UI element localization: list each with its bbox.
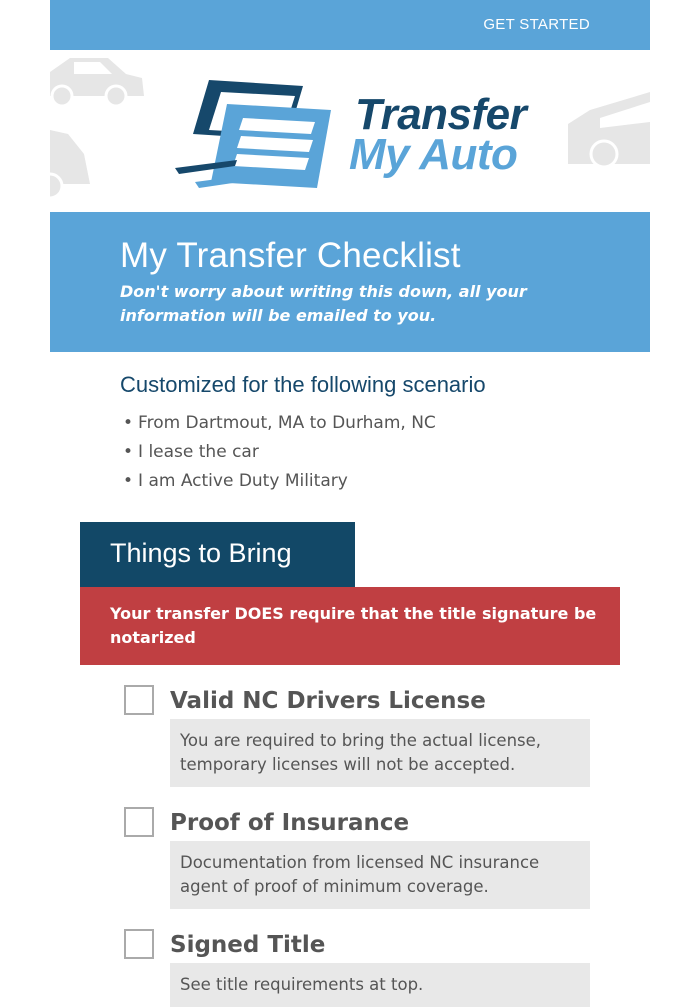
page-subtitle: Don't worry about writing this down, all your information will be emailed to you. <box>120 282 527 325</box>
logo-text-transfer: Transfer <box>355 90 527 139</box>
scenario-item: • I lease the car <box>123 439 436 468</box>
logo-mark-icon <box>175 78 345 198</box>
checklist-banner <box>50 212 650 352</box>
scenario-list <box>123 410 436 497</box>
item-description: You are required to bring the actual license, temporary licenses will not be accepted. <box>170 719 590 787</box>
item-title: Signed Title <box>170 932 326 958</box>
scenario-item: • From Dartmout, MA to Durham, NC <box>123 410 436 439</box>
get-started-link[interactable]: GET STARTED <box>483 16 590 33</box>
car-silhouette-icon <box>50 130 95 210</box>
scenario-heading: Customized for the following scenario <box>120 372 486 397</box>
section-tab-things-to-bring <box>80 522 355 587</box>
logo-text-my-auto: My Auto <box>349 130 518 179</box>
checkbox[interactable] <box>124 807 154 837</box>
scenario-item: • I am Active Duty Military <box>123 468 436 497</box>
car-silhouette-icon <box>568 88 650 178</box>
item-title: Proof of Insurance <box>170 810 410 836</box>
checkbox[interactable] <box>124 685 154 715</box>
item-description: See title requirements at top. <box>170 963 590 1007</box>
notary-alert <box>80 587 620 665</box>
car-silhouette-icon <box>50 50 150 115</box>
transfer-my-auto-logo <box>175 78 545 198</box>
checkbox[interactable] <box>124 929 154 959</box>
section-title: Things to Bring <box>110 538 292 568</box>
item-title: Valid NC Drivers License <box>170 688 486 714</box>
top-bar <box>50 0 650 50</box>
item-description: Documentation from licensed NC insurance agent of proof of minimum coverage. <box>170 841 590 909</box>
hero-header <box>50 50 650 212</box>
alert-text: Your transfer DOES require that the title signature be notarized <box>110 604 597 647</box>
page-title: My Transfer Checklist <box>120 236 461 275</box>
